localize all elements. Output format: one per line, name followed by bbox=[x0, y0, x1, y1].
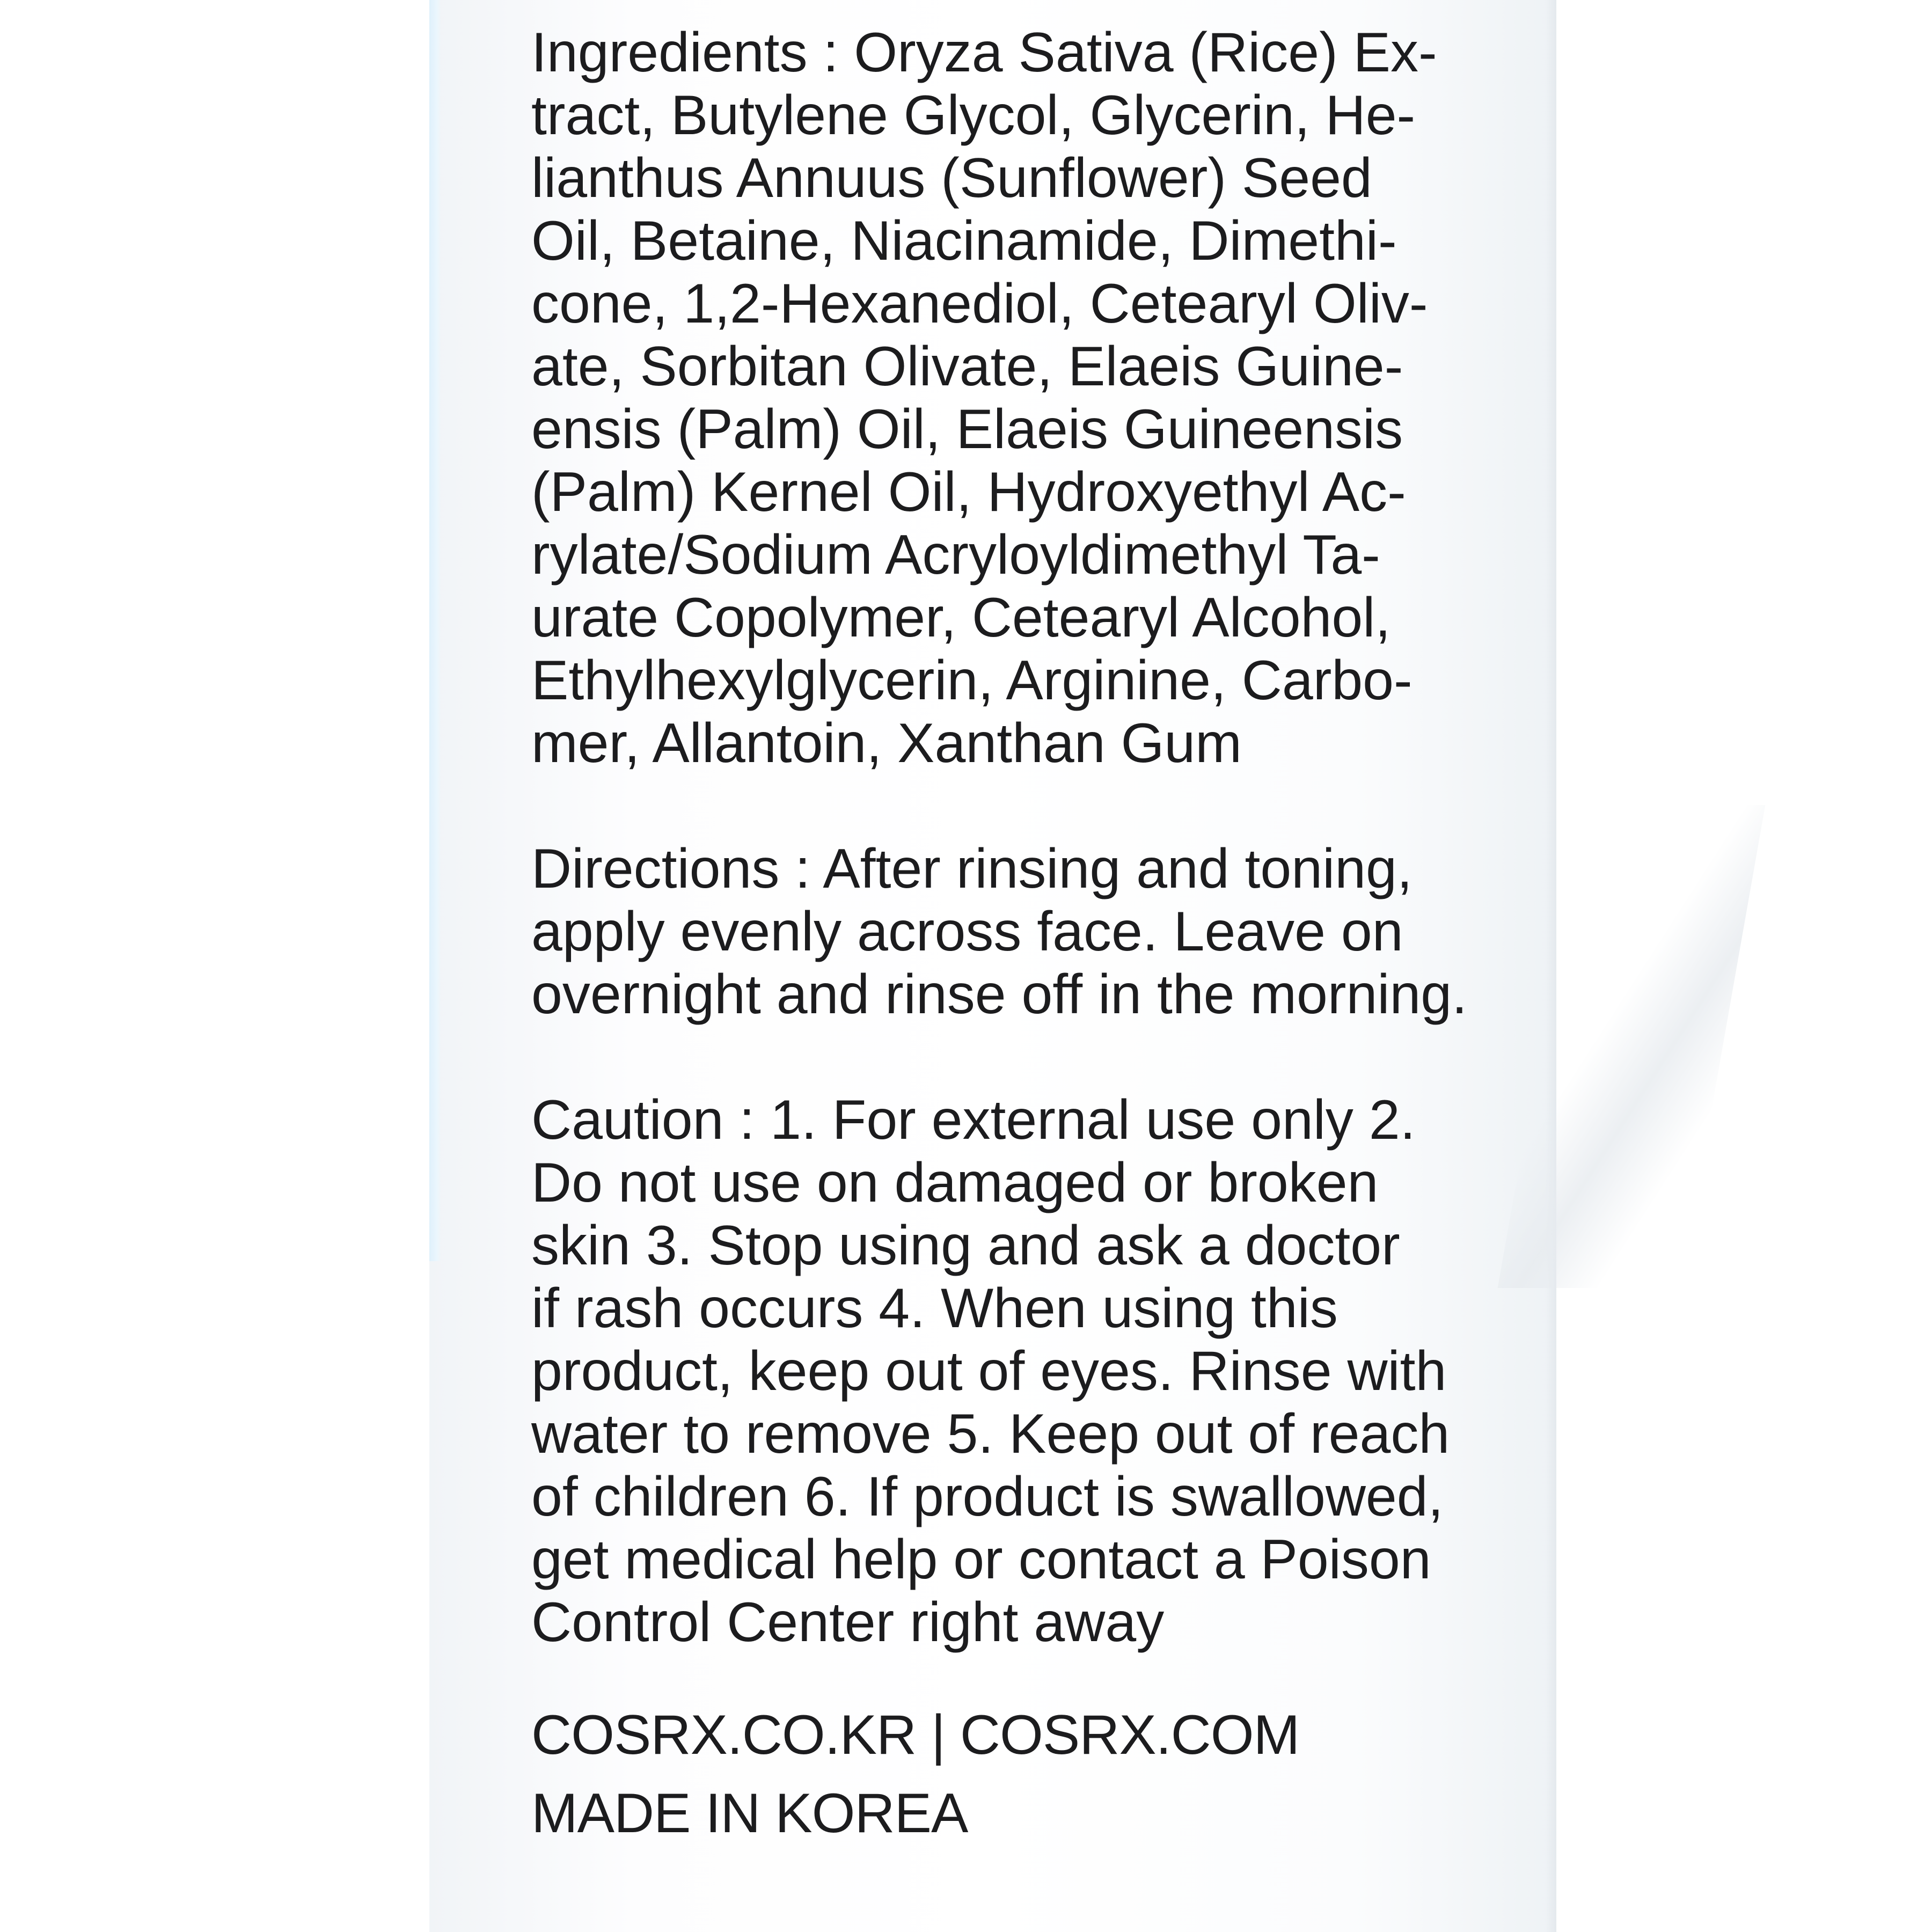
caution-text: 1. For external use only 2. Do not use on damaged or broken skin 3. Stop using and ask a doctor if rash occurs 4. When using this product, keep out of eyes. Rinse with water to remove 5. Keep out of reach of children 6. If product is swallowed, get medical help or contact a Poison Control Center right away bbox=[531, 1089, 1450, 1653]
directions-text: After rinsing and toning, apply evenly across face. Leave on overnight and rinse off in the morning. bbox=[531, 838, 1468, 1026]
caution-heading: Caution : bbox=[531, 1089, 771, 1151]
ingredients-heading: Ingredients : bbox=[531, 21, 854, 84]
directions-paragraph bbox=[531, 838, 1487, 1026]
ingredients-text: Oryza Sativa (Rice) Ex- tract, Butylene Glycol, Glycerin, He- lianthus Annuus (Sunflower) Seed Oil, Betaine, Niacinamide, Dimethi- cone, 1,2-Hexanediol, Cetearyl Oliv- ate, Sorbitan Olivate, Elaeis Guine- ensis (Palm) Oil, Elaeis Guineensis (Palm) Kernel Oil, Hydroxyethyl Ac- rylate/Sodium Acryloyldimethyl Ta- urate Copolymer, Cetearyl Alcohol, Ethylhexylglycerin, Arginine, Carbo- mer, Allantoin, Xanthan Gum bbox=[531, 21, 1437, 774]
label-footer bbox=[531, 1696, 1299, 1853]
directions-heading: Directions : bbox=[531, 838, 823, 900]
brand-websites: COSRX.CO.KR | COSRX.COM bbox=[531, 1704, 1300, 1766]
product-label bbox=[531, 21, 1487, 1654]
tube-left-edge-tint bbox=[429, 0, 441, 1261]
ingredients-paragraph bbox=[531, 21, 1487, 775]
country-of-origin: MADE IN KOREA bbox=[531, 1782, 968, 1845]
caution-paragraph bbox=[531, 1089, 1487, 1654]
